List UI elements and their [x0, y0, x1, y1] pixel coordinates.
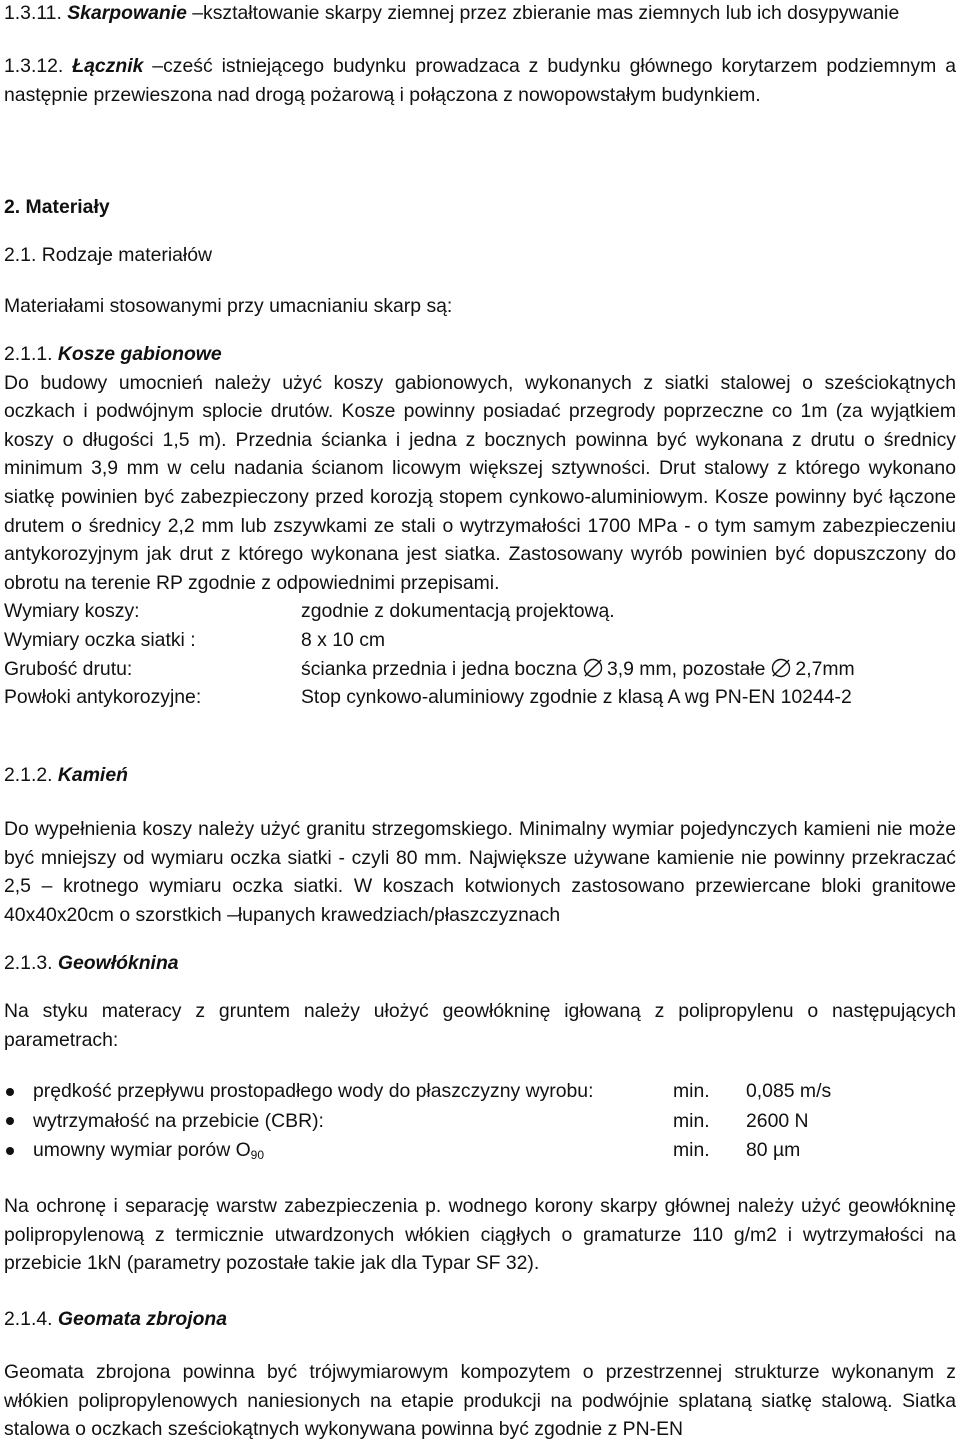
spec-term: Wymiary koszy:: [4, 600, 140, 623]
spec-list: [4, 597, 956, 711]
param-min: min.: [673, 1139, 710, 1162]
section-211-heading: [4, 340, 956, 369]
definition-1311: [4, 0, 956, 28]
section-213-intro: [4, 997, 956, 1054]
param-label-text: umowny wymiar porów O: [33, 1139, 251, 1162]
bullet-icon: [6, 1117, 14, 1125]
section-213-intro-text: Na styku materacy z gruntem należy ułożyć geowłókninę igłowaną z polipropylenu o następujących parametrach:: [4, 1000, 956, 1051]
section-211-body: Do budowy umocnień należy użyć koszy gabionowych, wykonanych z siatki stalowej o sześciokątnych oczkach i podwójnym splocie drutów. Kosze powinny posiadać przegrody poprzeczne co 1m (za wyjątkiem koszy o długości 1,5 m). Przednia ścianka i jedna z bocznych powinna być wykonana z drutu o średnicy minimum 3,9 mm w celu nadania ścianom licowym większej sztywności. Drut stalowy z którego wykonano siatkę powinien być zabezpieczony przed korozją stopem cynkowo-aluminiowym. Kosze powinny być łączone drutem o średnicy 2,2 mm lub zszywkami ze stali o wytrzymałości 1700 MPa - o tym samym zabezpieczeniu antykorozyjnym jak drut z którego wykonana jest siatka. Zastosowany wyrób powinien być dopuszczony do obrotu na terenie RP zgodnie z odpowiednimi przepisami.: [4, 371, 956, 594]
spec-term: Powłoki antykorozyjne:: [4, 686, 202, 709]
param-value: 80 µm: [746, 1139, 801, 1162]
heading-number: 2.1.1.: [4, 343, 58, 365]
spec-value: [301, 655, 855, 684]
intro-text: Materiałami stosowanymi przy umacnianiu skarp są:: [4, 295, 453, 317]
section-214-heading: [4, 1305, 956, 1334]
subsection-title: 2.1. Rodzaje materiałów: [4, 244, 213, 266]
definition-number: 1.3.11.: [4, 2, 62, 24]
heading-number: 2.1.2.: [4, 764, 58, 786]
heading-number: 2.1.4.: [4, 1308, 58, 1330]
spec-row: [4, 597, 956, 626]
heading-title: Geomata zbrojona: [57, 1308, 228, 1330]
parameter-list: [4, 1077, 956, 1166]
definition-text: –kształtowanie skarpy ziemnej przez zbieranie mas ziemnych lub ich dosypywanie: [186, 2, 900, 24]
list-item: [4, 1107, 956, 1137]
bullet-icon: [6, 1147, 14, 1155]
section-211: [4, 340, 956, 712]
param-value: 0,085 m/s: [746, 1080, 832, 1103]
section-212-body: [4, 815, 956, 929]
param-value: 2600 N: [746, 1109, 809, 1132]
section-title: 2. Materiały: [4, 196, 110, 218]
spec-value-part: ścianka przednia i jedna boczna: [301, 657, 577, 680]
spec-term: Grubość drutu:: [4, 657, 133, 680]
spec-value-part: 2,7mm: [795, 657, 855, 680]
definition-1312: [4, 52, 956, 109]
spec-value: 8 x 10 cm: [301, 628, 386, 651]
section-213-body: [4, 1192, 956, 1278]
intro-paragraph: [4, 292, 956, 321]
bullet-icon: [6, 1088, 14, 1096]
section-212-heading: [4, 761, 956, 790]
section-212-text: Do wypełnienia koszy należy użyć granitu strzegomskiego. Minimalny wymiar pojedynczych kamieni nie może być mniejszy od wymiaru oczka siatki - czyli 80 mm. Największe używane kamienie nie powinny przekraczać 2,5 – krotnego wymiaru oczka siatki. W koszach kotwionych zastosowano przewiercane bloki granitowe 40x40x20cm o szorstkich –łupanych krawedziach/płaszczyznach: [4, 818, 956, 926]
definition-term: Skarpowanie: [67, 2, 187, 24]
spec-value: zgodnie z dokumentacją projektową.: [301, 600, 615, 623]
heading-number: 2.1.3.: [4, 952, 58, 974]
definition-number: 1.3.12.: [4, 55, 64, 77]
diameter-icon: [771, 658, 791, 678]
definition-term: Łącznik: [72, 55, 144, 77]
diameter-icon: [583, 658, 603, 678]
param-label: [33, 1136, 673, 1165]
list-item: [4, 1077, 956, 1107]
spec-row: [4, 655, 956, 684]
heading-title: Kamień: [57, 764, 128, 786]
spec-value-part: 3,9 mm, pozostałe: [606, 657, 766, 680]
section-213-text: Na ochronę i separację warstw zabezpieczenia p. wodnego korony skarpy głównej należy użyć geowłókninę polipropylenową z termicznie utwardzonych włókien ciągłych o gramaturze 110 g/m2 i wytrzymałości na przebicie 1kN (parametry pozostałe takie jak dla Typar SF 32).: [4, 1195, 956, 1275]
section-heading-2: [4, 193, 956, 222]
section-213-heading: [4, 949, 956, 978]
definition-text: –cześć istniejącego budynku prowadzaca z budynku głównego korytarzem podziemnym a następnie przewieszona nad drogą pożarową i połączona z nowopowstałym budynkiem.: [4, 55, 956, 106]
param-label-subscript: 90: [250, 1148, 265, 1163]
section-214-body: [4, 1358, 956, 1444]
spec-term: Wymiary oczka siatki :: [4, 628, 196, 651]
heading-title: Geowłóknina: [57, 952, 179, 974]
subsection-heading-21: [4, 241, 956, 270]
param-label: wytrzymałość na przebicie (CBR):: [33, 1109, 324, 1132]
param-label: prędkość przepływu prostopadłego wody do płaszczyzny wyrobu:: [33, 1080, 594, 1103]
section-214-text: Geomata zbrojona powinna być trójwymiarowym kompozytem o przestrzennej strukturze wykonanym z włókien polipropylenowych naniesionych na etapie produkcji na podwójnie splataną siatkę stalową. Siatka stalowa o oczkach sześciokątnych wykonywana powinna być zgodnie z PN-EN: [4, 1361, 956, 1441]
heading-title: Kosze gabionowe: [57, 343, 222, 365]
spec-row: [4, 626, 956, 655]
param-min: min.: [673, 1080, 710, 1103]
list-item: [4, 1136, 956, 1166]
spec-row: [4, 683, 956, 712]
spec-value: Stop cynkowo-aluminiowy zgodnie z klasą A wg PN-EN 10244-2: [301, 686, 852, 709]
param-min: min.: [673, 1109, 710, 1132]
